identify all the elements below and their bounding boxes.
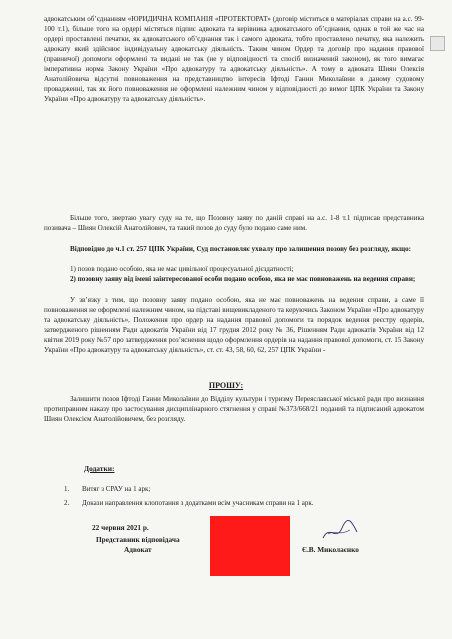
paragraph-protectorate: адвокатським об’єднанням «ЮРИДИЧНА КОМПАНІЯ «ПРОТЕКТОРАТ» (договір міститься в матеріалах справи на а.с. 99-100 т.1), більше того на ордері містяться підпис адвоката та керівника адвокатського об’єднання, однак в той же час на ордері проставлені печатки, як адвокатського об’єднання так і самого адвоката, тобто проставлено печатку, яка належить адвокату який здійснює індивідуальну адвокатську діяльність. Таким чином Ордер та договір про надання правової (правничої) допомоги оформлені та видані не так (не у відповідності та спосіб визначений законом), як того вимагає імперативна норма Закону України «Про адвокатуру та адвокатську діяльність». А тому в адвоката Шиян Олексія Анатолійовича відсутні повноваження на представництво інтересів Іфтоді Ганни Миколаївни в даному судовому провадженні, так як його повноваження не оформлені належним чином у відповідності до вимог ЦПК України та Закону України «Про адвокатуру та адвокатську діяльність». <box>44 15 424 104</box>
qr-code-icon <box>430 36 445 51</box>
article-item-2-bold: 2) позовну заяву від імені заінтересованої особи подано особою, яка не має повноважень на ведення справи; <box>70 275 416 283</box>
attachment-text: Витяг з СРАУ на 1 арк; <box>82 485 151 493</box>
signature-date: 22 червня 2021 р. <box>92 523 149 532</box>
attachment-number: 2. <box>64 499 70 507</box>
signature-role <box>96 535 180 555</box>
attachment-item <box>64 499 314 508</box>
signature-role-line-1: Представник відповідача <box>96 535 180 544</box>
article-item-2 <box>44 274 424 284</box>
attachments-title: Додатки: <box>84 464 115 473</box>
signature-name: Є.В. Миколаєнко <box>302 545 359 554</box>
attachment-number: 1. <box>64 485 70 493</box>
request-title: ПРОШУ: <box>208 381 244 390</box>
paragraph-grounds: У зв’язку з тим, що позовну заяву подано особою, яка не має повноважень на ведення справи, а саме її повноваження не оформлені належним чином, на підставі вищевикладеного та керуючись Законом України «Про адвокатуру та адвокатську діяльність», Положення про ордер на надання правової допомоги та порядок ведення реєстру ордерів, затвердженого рішенням Ради адвокатів України від 17 грудня 2012 року № 36, Рішенням Ради адвокатів України від 12 квітня 2019 року №57 про затвердження роз’яснення щодо оформлення ордерів на надання правової допомоги, ст. 15 Закону України «Про адвокатуру та адвокатську діяльність», ст. ст. 43, 58, 60, 62, 257 ЦПК України - <box>44 296 424 355</box>
article-257-bold: Відповідно до ч.1 ст. 257 ЦПК України, Суд постановляє ухвалу про залишення позову без розгляду, якщо: <box>70 245 412 253</box>
signature-role-line-2: Адвокат <box>123 545 152 554</box>
redaction-block <box>210 516 290 576</box>
paragraph-claim-signed: Більше того, звертаю увагу суду на те, що Позовну заяву по даній справі на а.с. 1-8 т.1 підписав представника позивача – Шиян Олексій Анатолійович, та такий позов до суду було подано саме ним. <box>44 214 424 233</box>
article-257-intro <box>44 244 424 254</box>
attachment-text: Докази направлення клопотання з додатками всім учасникам справи на 1 арк. <box>82 499 314 507</box>
handwritten-signature-icon <box>320 518 360 544</box>
attachments-list <box>64 485 314 513</box>
request-text: Залишити позов Іфтоді Ганни Миколаївни до Відділу культури і туризму Переяславської міської ради про визнання протиправним наказу про застосування дисциплінарного стягнення у справі №373/668/21 поданий та підписаний адвокатом Шиян Олексієм Анатолійовичем, без розгляду. <box>44 395 424 424</box>
attachment-item <box>64 485 314 494</box>
article-item-1: 1) позов подано особою, яка не має цивільної процесуальної дієздатності; <box>70 265 294 273</box>
